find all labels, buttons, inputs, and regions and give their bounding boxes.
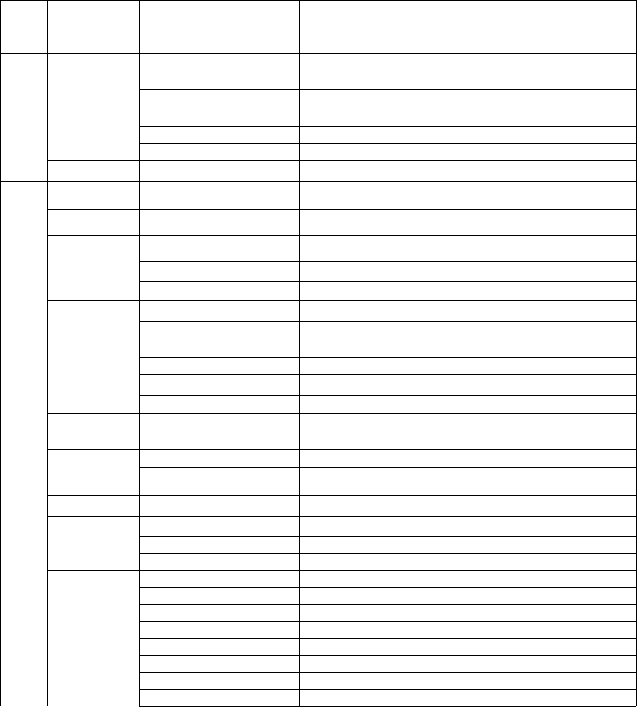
row-border	[139, 357, 636, 358]
group-border	[47, 449, 139, 450]
column-border	[139, 0, 140, 706]
group-border	[47, 516, 139, 517]
row-border	[139, 413, 636, 414]
row-border	[139, 374, 636, 375]
row-border	[139, 261, 636, 262]
row-border	[139, 706, 636, 707]
group-border	[47, 495, 139, 496]
row-border	[139, 604, 636, 605]
row-border	[139, 587, 636, 588]
group-border	[47, 235, 139, 236]
group-border	[47, 160, 139, 161]
row-border	[139, 570, 636, 571]
header-bottom-border	[0, 53, 637, 54]
row-border	[139, 300, 636, 301]
row-border	[139, 143, 636, 144]
column-border	[299, 0, 300, 706]
row-border	[139, 621, 636, 622]
row-border	[139, 89, 636, 90]
row-border	[139, 495, 636, 496]
row-border	[139, 553, 636, 554]
group-border	[47, 181, 139, 182]
row-border	[139, 536, 636, 537]
row-border	[139, 235, 636, 236]
row-border	[139, 655, 636, 656]
group-border	[47, 300, 139, 301]
row-border	[139, 395, 636, 396]
group-border	[47, 570, 139, 571]
row-border	[139, 209, 636, 210]
row-border	[139, 160, 636, 161]
row-border	[139, 516, 636, 517]
row-border	[139, 281, 636, 282]
row-border	[139, 181, 636, 182]
group-border	[47, 413, 139, 414]
column-border	[0, 0, 1, 706]
category-border	[0, 181, 47, 182]
row-border	[139, 638, 636, 639]
row-border	[139, 672, 636, 673]
row-border	[139, 467, 636, 468]
row-border	[139, 126, 636, 127]
table-top-border	[0, 0, 637, 1]
column-border	[636, 0, 637, 706]
row-border	[139, 449, 636, 450]
group-border	[47, 209, 139, 210]
row-border	[139, 321, 636, 322]
column-border	[47, 0, 48, 706]
row-border	[139, 689, 636, 690]
